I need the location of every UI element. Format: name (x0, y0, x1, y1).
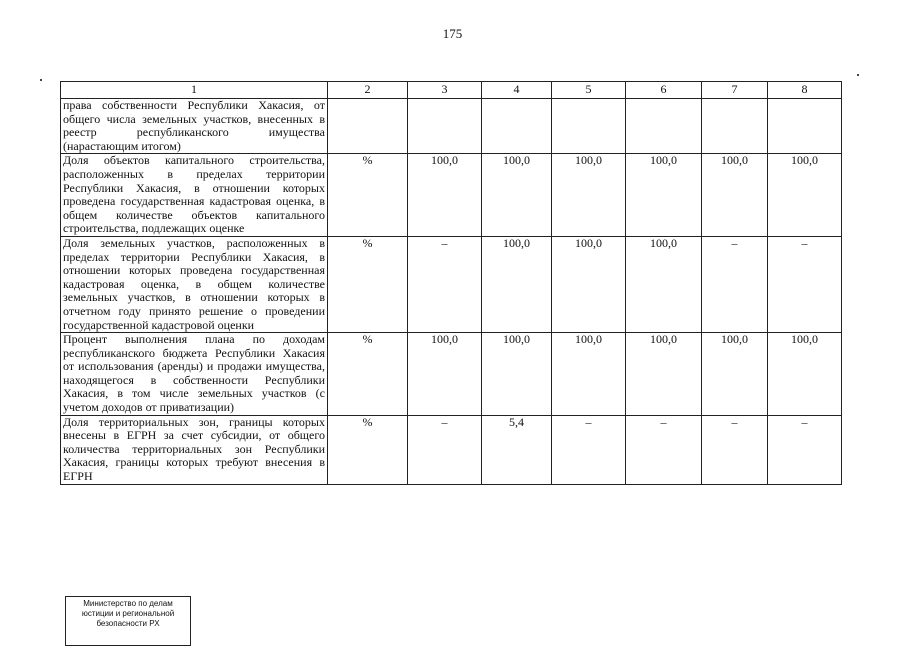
indicator-value (552, 99, 626, 154)
table-row (61, 236, 842, 332)
indicator-value: 100,0 (702, 154, 768, 237)
indicator-value: – (408, 415, 482, 484)
indicator-value: 100,0 (768, 333, 842, 416)
indicator-value: 100,0 (626, 333, 702, 416)
indicator-value: 5,4 (482, 415, 552, 484)
indicator-unit (328, 99, 408, 154)
indicator-value: 100,0 (408, 333, 482, 416)
indicator-value: 100,0 (552, 236, 626, 332)
indicator-value: – (626, 415, 702, 484)
indicator-value: – (408, 236, 482, 332)
indicator-description: Доля территориальных зон, границы которых внесены в ЕГРН за счет субсидии, от общего количества территориальных зон Республики Хакасия, границы которых требуют внесения в ЕГРН (61, 415, 328, 484)
indicator-value: 100,0 (552, 333, 626, 416)
indicator-value (482, 99, 552, 154)
column-header: 8 (768, 82, 842, 99)
column-header: 6 (626, 82, 702, 99)
indicator-description: Процент выполнения плана по доходам республиканского бюджета Республики Хакасия от использования (аренды) и продажи имущества, находящегося в собственности Республики Хакасия, в том числе земельных участков (с учетом доходов от приватизации) (61, 333, 328, 416)
indicator-value: – (768, 236, 842, 332)
column-header: 4 (482, 82, 552, 99)
indicator-value: – (768, 415, 842, 484)
indicator-value: 100,0 (408, 154, 482, 237)
indicator-value: 100,0 (482, 333, 552, 416)
indicator-unit: % (328, 154, 408, 237)
indicator-value (702, 99, 768, 154)
table-row (61, 415, 842, 484)
indicator-value: 100,0 (702, 333, 768, 416)
table-row (61, 333, 842, 416)
page-number: 175 (442, 26, 463, 41)
indicator-value: 100,0 (768, 154, 842, 237)
indicator-unit: % (328, 333, 408, 416)
stamp-line: безопасности РХ (96, 619, 160, 628)
ministry-stamp (65, 596, 191, 646)
indicator-description: Доля объектов капитального строительства, расположенных в пределах территории Республики Хакасия, в отношении которых проведена государственная кадастровая оценка, в общем количестве объектов капитального строительства, подлежащих оценке (61, 154, 328, 237)
indicator-value: – (702, 415, 768, 484)
column-header: 5 (552, 82, 626, 99)
column-header: 7 (702, 82, 768, 99)
indicator-value: – (552, 415, 626, 484)
indicator-value: 100,0 (482, 236, 552, 332)
table-header-row (61, 82, 842, 99)
indicator-description: Доля земельных участков, расположенных в пределах территории Республики Хакасия, в отношении которых проведена государственная кадастровая оценка, в общем количестве земельных участков, в отношении которых в отчетном году принято решение о проведении государственной кадастровой оценки (61, 236, 328, 332)
scan-speck (40, 79, 42, 81)
indicator-value (408, 99, 482, 154)
indicator-unit: % (328, 236, 408, 332)
indicator-unit: % (328, 415, 408, 484)
indicator-value: – (702, 236, 768, 332)
indicator-value: 100,0 (482, 154, 552, 237)
stamp-line: юстиции и региональной (81, 609, 175, 618)
scan-speck (857, 74, 859, 76)
indicator-value: 100,0 (626, 236, 702, 332)
indicator-value (768, 99, 842, 154)
column-header: 2 (328, 82, 408, 99)
indicator-value: 100,0 (552, 154, 626, 237)
indicator-value (626, 99, 702, 154)
indicator-value: 100,0 (626, 154, 702, 237)
column-header: 3 (408, 82, 482, 99)
indicators-table (60, 81, 842, 485)
table-row (61, 99, 842, 154)
stamp-line: Министерство по делам (83, 599, 173, 608)
indicator-description: права собственности Республики Хакасия, от общего числа земельных участков, внесенных в реестр республиканского имущества (нарастающим итогом) (61, 99, 328, 154)
column-header: 1 (61, 82, 328, 99)
table-row (61, 154, 842, 237)
